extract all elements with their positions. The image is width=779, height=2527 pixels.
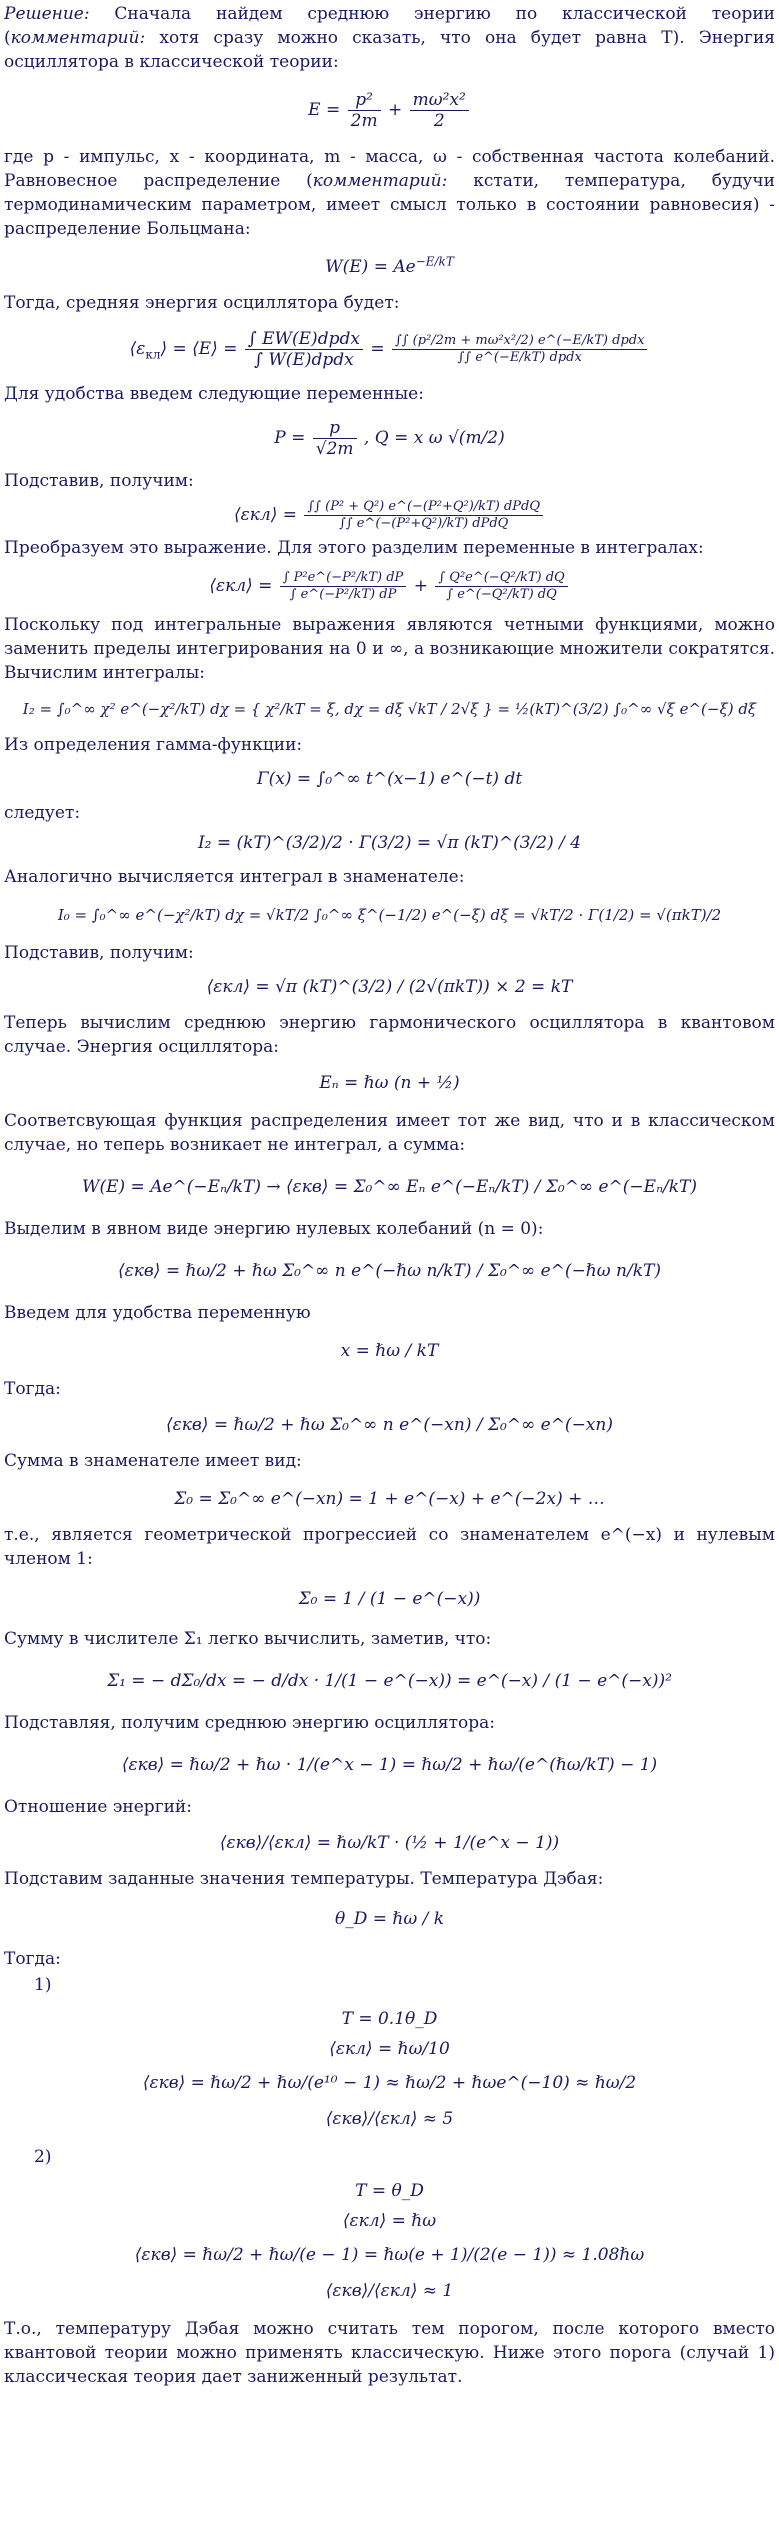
paragraph-ratio: Отношение энергий:: [4, 1797, 192, 1817]
equation-i0: I₀ = ∫₀^∞ e^(−χ²/kT) dχ = √kT/2 ∫₀^∞ ξ^(−1/2) e^(−ξ) dξ = √kT/2 · Γ(1/2) = √(πkT)/2: [57, 906, 722, 924]
equation-energy: E = $\frac{\text{p²}}{2m}$ + $\frac{\text{mω²x²}}{2}$: [4, 90, 775, 131]
equation-mean-classical: $⟨\varepsilon_{кл}⟩$ = ⟨E⟩ = $\frac{\text{∫ EW(E)dpdx}}{\text{∫ W(E)dpdx}}$ = $\frac{\text{∫∫ (p²/2m + mω²x²/2) e\textasciicircum{}(−E/kT) dpdx}}{\text{∫∫ e\textasciicircum{}(−E/kT) dpdx}}$: [4, 329, 775, 370]
equation-sigma1: Σ₁ = − dΣ₀/dx = − d/dx · 1/(1 − e^(−x)) = e^(−x) / (1 − e^(−x))²: [107, 1671, 672, 1691]
equation-quantum-x: ⟨εкв⟩ = ℏω/2 + ℏω Σ₀^∞ n e^(−xn) / Σ₀^∞ e^(−xn): [166, 1415, 613, 1435]
equation-i2-result: I₂ = (kT)^(3/2)/2 · Γ(3/2) = √π (kT)^(3/2) / 4: [197, 833, 582, 853]
equation-sigma0-closed: Σ₀ = 1 / (1 − e^(−x)): [298, 1589, 481, 1609]
paragraph-variables: Для удобства введем следующие переменные:: [4, 384, 424, 404]
equation-quantum-mean: W(E) = Ae^(−Eₙ/kT) → ⟨εкв⟩ = Σ₀^∞ Eₙ e^(−Eₙ/kT) / Σ₀^∞ e^(−Eₙ/kT): [82, 1177, 697, 1197]
equation-i2: I₂ = ∫₀^∞ χ² e^(−χ²/kT) dχ = { χ²/kT = ξ, dχ = dξ √kT / 2√ξ } = ½(kT)^(3/2) ∫₀^∞ √ξ e^(−ξ) dξ: [22, 700, 757, 718]
equation-gamma: Γ(x) = ∫₀^∞ t^(x−1) e^(−t) dt: [256, 769, 523, 789]
paragraph-denominator-sum: Сумма в знаменателе имеет вид:: [4, 1451, 302, 1471]
equation-debye: θ_D = ℏω / k: [334, 1909, 445, 1929]
paragraph-boltzmann: где p - импульс, x - координата, m - масса, ω - собственная частота колебаний. Равновесное распределение (комментарий: кстати, температура, будучи термодинамическим параметром, имеет смысл только в состоянии равновесия) - распределение Больцмана:: [4, 147, 775, 239]
paragraph-separate: Преобразуем это выражение. Для этого разделим переменные в интегралах:: [4, 538, 704, 558]
equation-ratio: ⟨εкв⟩/⟨εкл⟩ = ℏω/kT · (½ + 1/(e^x − 1)): [219, 1833, 560, 1853]
equation-separated: ⟨εкл⟩ = $\frac{\text{∫ P²e\textasciicircum{}(−P²/kT) dP}}{\text{∫ e\textasciicircum{}(−P²/kT) dP}}$ + $\frac{\text{∫ Q²e\textasciicircum{}(−Q²/kT) dQ}}{\text{∫ e\textasciicircum{}(−Q²/kT) dQ}}$: [4, 570, 775, 603]
case-1-classical: ⟨εкл⟩ = ℏω/10: [329, 2039, 450, 2059]
case-1-temperature: T = 0.1θ_D: [341, 2009, 438, 2029]
paragraph-new-variable: Введем для удобства переменную: [4, 1303, 311, 1323]
paragraph-cases: Тогда:: [4, 1949, 61, 1969]
equation-substituted: ⟨εкл⟩ = $\frac{\text{∫∫ (P² + Q²) e\textasciicircum{}(−(P²+Q²)/kT) dPdQ}}{\text{∫∫ e\textasciicircum{}(−(P²+Q²)/kT) dPdQ}}$: [4, 499, 775, 532]
case-2-ratio: ⟨εкв⟩/⟨εкл⟩ ≈ 1: [325, 2281, 454, 2301]
paragraph-then: Тогда:: [4, 1379, 61, 1399]
case-1-quantum: ⟨εкв⟩ = ℏω/2 + ℏω/(e¹⁰ − 1) ≈ ℏω/2 + ℏωe^(−10) ≈ ℏω/2: [142, 2073, 637, 2093]
equation-variables: P = $\frac{p}{√2m}$ , Q = x ω √(m/2): [274, 418, 505, 459]
paragraph-mean-energy: Тогда, средняя энергия осциллятора будет:: [4, 293, 400, 313]
case-1: [4, 1973, 775, 2131]
solution-label: Решение:: [4, 4, 90, 24]
paragraph-intro: Решение: Сначала найдем среднюю энергию по классической теории (комментарий: хотя сразу можно сказать, что она будет равна T). Энергия осциллятора в классической теории:: [4, 4, 775, 72]
case-2-quantum: ⟨εкв⟩ = ℏω/2 + ℏω/(e − 1) = ℏω(e + 1)/(2(e − 1)) ≈ 1.08ℏω: [134, 2245, 645, 2265]
case-1-ratio: ⟨εкв⟩/⟨εкл⟩ ≈ 5: [325, 2109, 454, 2129]
equation-zero-point: ⟨εкв⟩ = ℏω/2 + ℏω Σ₀^∞ n e^(−ℏω n/kT) / Σ₀^∞ e^(−ℏω n/kT): [118, 1261, 661, 1281]
paragraph-substitute: Подставив, получим:: [4, 471, 194, 491]
paragraph-gamma: Из определения гамма-функции:: [4, 735, 303, 755]
paragraph-quantum: Теперь вычислим среднюю энергию гармонического осциллятора в квантовом случае. Энергия осциллятора:: [4, 1013, 775, 1057]
case-2-temperature: T = θ_D: [355, 2181, 424, 2201]
paragraph-substitute-2: Подставив, получим:: [4, 943, 194, 963]
paragraph-debye: Подставим заданные значения температуры. Температура Дэбая:: [4, 1869, 604, 1889]
paragraph-numerator-sum: Сумму в числителе Σ₁ легко вычислить, заметив, что:: [4, 1629, 492, 1649]
paragraph-conclusion: Т.о., температуру Дэбая можно считать тем порогом, после которого вместо квантовой теории можно применять классическую. Ниже этого порога (случай 1) классическая теория дает заниженный результат.: [4, 2319, 775, 2387]
paragraph-sum: Соответсвующая функция распределения имеет тот же вид, что и в классическом случае, но теперь возникает не интеграл, а сумма:: [4, 1111, 775, 1155]
paragraph-mean-quantum: Подставляя, получим среднюю энергию осциллятора:: [4, 1713, 496, 1733]
case-2-label: 2): [34, 2147, 52, 2167]
case-2: [4, 2145, 775, 2303]
equation-sigma0: Σ₀ = Σ₀^∞ e^(−xn) = 1 + e^(−x) + e^(−2x) + …: [174, 1489, 605, 1509]
equation-x: x = ℏω / kT: [340, 1341, 439, 1361]
case-2-classical: ⟨εкл⟩ = ℏω: [342, 2211, 437, 2231]
equation-distribution: $W(E) = Ae^{-E/kT}$: [325, 254, 454, 277]
paragraph-follows: следует:: [4, 803, 81, 823]
paragraph-zero-point: Выделим в явном виде энергию нулевых колебаний (n = 0):: [4, 1219, 544, 1239]
equation-classical-result: ⟨εкл⟩ = √π (kT)^(3/2) / (2√(πkT)) × 2 = kT: [206, 977, 573, 997]
equation-quantum-energy: Eₙ = ℏω (n + ½): [319, 1073, 460, 1093]
equation-quantum-final: ⟨εкв⟩ = ℏω/2 + ℏω · 1/(e^x − 1) = ℏω/2 + ℏω/(e^(ℏω/kT) − 1): [121, 1755, 658, 1775]
paragraph-even-functions: Поскольку под интегральные выражения являются четными функциями, можно заменить пределы интегрирования на 0 и ∞, а возникающие множители сократятся. Вычислим интегралы:: [4, 615, 775, 683]
case-1-label: 1): [34, 1975, 52, 1995]
paragraph-geometric: т.е., является геометрической прогрессией со знаменателем e^(−x) и нулевым членом 1:: [4, 1525, 775, 1569]
paragraph-denominator: Аналогично вычисляется интеграл в знаменателе:: [4, 867, 465, 887]
